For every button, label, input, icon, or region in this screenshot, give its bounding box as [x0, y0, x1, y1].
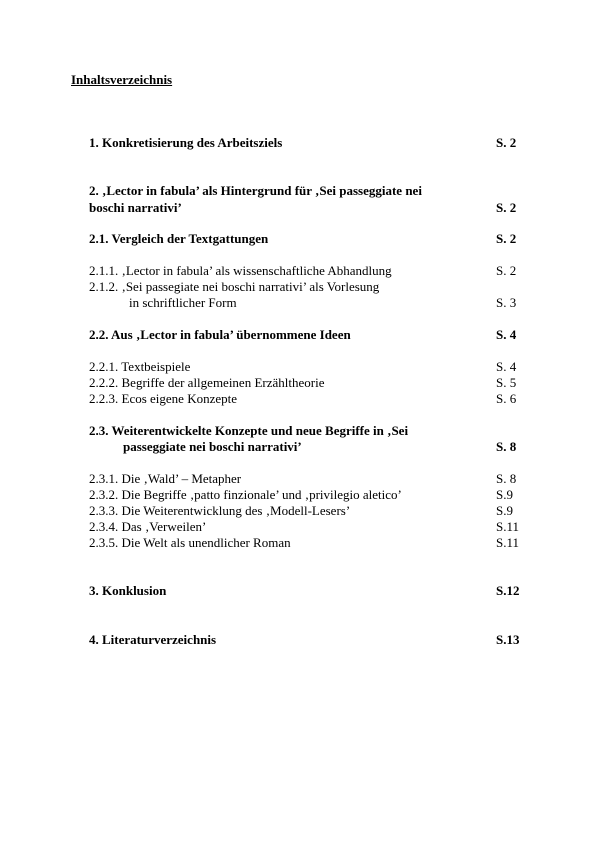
toc-entry-text: 2.2.2. Begriffe der allgemeinen Erzähltheorie [89, 375, 325, 390]
toc-entry-page: S.9 [496, 487, 513, 502]
toc-entry-text: 2.3.4. Das ‚Verweilen’ [89, 519, 207, 534]
toc-entry-text: passeggiate nei boschi narrativi’ [123, 439, 302, 454]
toc-entry-page: S.9 [496, 503, 513, 518]
toc-entry-text: 2.3.5. Die Welt als unendlicher Roman [89, 535, 291, 550]
toc-entry-page: S.13 [496, 632, 520, 647]
toc-title: Inhaltsverzeichnis [71, 72, 173, 87]
toc-entry-text: 2.2.3. Ecos eigene Konzepte [89, 391, 238, 406]
toc-entry-text: 2.2.1. Textbeispiele [89, 359, 191, 374]
toc-entry-page: S. 2 [496, 231, 517, 246]
toc-entry-text: in schriftlicher Form [129, 295, 237, 310]
toc-entry-text: 2. ‚Lector in fabula’ als Hintergrund für ‚Sei passeggiate nei [89, 183, 422, 198]
toc-entry-text: 2.3.3. Die Weiterentwicklung des ‚Modell-Lesers’ [89, 503, 351, 518]
toc-entry-page: S. 5 [496, 375, 517, 390]
toc-entry-text: 2.3.2. Die Begriffe ‚patto finzionale’ und ‚privilegio aletico’ [89, 487, 402, 502]
toc-entry-page: S. 2 [496, 135, 517, 150]
toc-entry-text: 2.1. Vergleich der Textgattungen [89, 231, 269, 246]
toc-entry-text: 1. Konkretisierung des Arbeitsziels [89, 135, 283, 150]
toc-entry-text: 2.3.1. Die ‚Wald’ – Metapher [89, 471, 242, 486]
toc-entry-text: 2.2. Aus ‚Lector in fabula’ übernommene Ideen [89, 327, 351, 342]
toc-entry-page: S.12 [496, 583, 520, 598]
toc-entry-text: 3. Konklusion [89, 583, 167, 598]
toc-entry-text: 2.3. Weiterentwickelte Konzepte und neue Begriffe in ‚Sei [89, 423, 409, 438]
toc-entry-page: S. 2 [496, 200, 517, 215]
toc-entry-text: 2.1.2. ‚Sei passegiate nei boschi narrativi’ als Vorlesung [89, 279, 380, 294]
toc-entry-page: S. 3 [496, 295, 517, 310]
toc-entry-page: S. 4 [496, 327, 517, 342]
toc-entry-page: S.11 [496, 519, 519, 534]
toc-entry-page: S. 8 [496, 471, 517, 486]
toc-entry-text: 2.1.1. ‚Lector in fabula’ als wissenschaftliche Abhandlung [89, 263, 392, 278]
toc-entry-text: boschi narrativi’ [89, 200, 182, 215]
toc-entry-page: S. 2 [496, 263, 517, 278]
toc-entry-page: S. 4 [496, 359, 517, 374]
toc-entry-text: 4. Literaturverzeichnis [89, 632, 217, 647]
toc-entry-page: S.11 [496, 535, 519, 550]
toc-entry-page: S. 6 [496, 391, 517, 406]
toc-entry-page: S. 8 [496, 439, 517, 454]
